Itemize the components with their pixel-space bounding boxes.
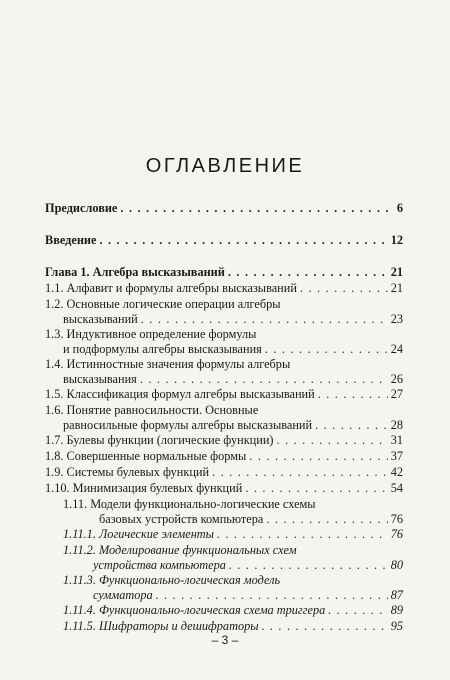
dot-leader	[245, 481, 387, 495]
dot-leader	[262, 619, 388, 633]
toc-page-number: 24	[390, 342, 403, 356]
dot-leader	[328, 603, 387, 617]
toc-page-number: 26	[390, 372, 403, 386]
dot-leader	[318, 387, 388, 401]
toc-entry-title-line: Введение	[45, 233, 97, 247]
toc-page-number: 87	[390, 588, 403, 602]
toc-entry-title-line: 1.8. Совершенные нормальные формы	[45, 449, 247, 463]
dot-leader	[265, 342, 388, 356]
toc-entry-title-line: высказывания	[63, 372, 137, 386]
toc-entry-title-line: 1.1. Алфавит и формулы алгебры высказываний	[45, 281, 297, 295]
toc-page-number: 21	[390, 265, 403, 279]
toc-page-number: 31	[390, 433, 403, 447]
toc-entry-title-line: Глава 1. Алгебра высказываний	[45, 265, 225, 279]
toc-entry-title-line: 1.5. Классификация формул алгебры высказываний	[45, 387, 315, 401]
toc-page-number: 28	[390, 418, 403, 432]
dot-leader	[141, 312, 388, 326]
toc-entry-title-line: равносильные формулы алгебры высказываний	[63, 418, 313, 432]
toc-entry-title-line: 1.11. Модели функционально-логические схемы	[63, 497, 316, 511]
toc-entry-title-line: 1.11.4. Функционально-логическая схема триггера	[63, 603, 326, 617]
toc-entry-title-line: и подформулы алгебры высказывания	[63, 342, 262, 356]
toc-entry-title-line: 1.2. Основные логические операции алгебры	[45, 297, 281, 311]
toc-entry-title-line: сумматора	[93, 588, 153, 602]
dot-leader	[266, 512, 387, 526]
dot-leader	[300, 281, 388, 295]
dot-leader	[229, 558, 388, 572]
toc-page-number: 23	[390, 312, 403, 326]
dot-leader	[228, 265, 388, 279]
toc-entry-title-line: 1.3. Индуктивное определение формулы	[45, 327, 257, 341]
toc-page-number: 6	[396, 201, 403, 215]
toc-entry-title-line: устройства компьютера	[93, 558, 226, 572]
toc-page-number: 89	[390, 603, 403, 617]
toc-entry-title-line: 1.9. Системы булевых функций	[45, 465, 210, 479]
toc-page-number: 12	[390, 233, 403, 247]
toc-page-number: 42	[390, 465, 403, 479]
toc-entry-title-line: Предисловие	[45, 201, 118, 215]
dot-leader	[249, 449, 387, 463]
toc-entry-title-line: базовых устройств компьютера	[99, 512, 264, 526]
toc-entry-title-line: 1.10. Минимизация булевых функций	[45, 481, 243, 495]
toc-entry-title-line: 1.7. Булевы функции (логические функции)	[45, 433, 274, 447]
toc-page-number: 80	[390, 558, 403, 572]
dot-leader	[217, 527, 388, 541]
dot-leader	[277, 433, 388, 447]
toc-entry-title-line: 1.4. Истинностные значения формулы алгебры	[45, 357, 291, 371]
toc-entry-title-line: 1.6. Понятие равносильности. Основные	[45, 403, 259, 417]
toc-entry-title-line: 1.11.2. Моделирование функциональных схем	[63, 543, 297, 557]
page-title: ОГЛАВЛЕНИЕ	[145, 155, 305, 177]
toc-page-number: 95	[390, 619, 403, 633]
toc-entry-title-line: 1.11.1. Логические элементы	[63, 527, 215, 541]
page-number: – 3 –	[211, 633, 239, 647]
dot-leader	[140, 372, 388, 386]
toc-entry-title-line: 1.11.5. Шифраторы и дешифраторы	[63, 619, 259, 633]
toc-page-number: 76	[390, 512, 403, 526]
dot-leader	[99, 233, 387, 247]
toc-page-number: 27	[390, 387, 403, 401]
dot-leader	[120, 201, 393, 215]
toc-page-number: 54	[390, 481, 403, 495]
toc-entry-title-line: высказываний	[63, 312, 138, 326]
toc-page-number: 37	[390, 449, 403, 463]
toc-entry-title-line: 1.11.3. Функционально-логическая модель	[63, 573, 281, 587]
dot-leader	[156, 588, 388, 602]
dot-leader	[212, 465, 388, 479]
toc-page-number: 21	[390, 281, 403, 295]
toc-page-number: 76	[390, 527, 403, 541]
dot-leader	[315, 418, 388, 432]
